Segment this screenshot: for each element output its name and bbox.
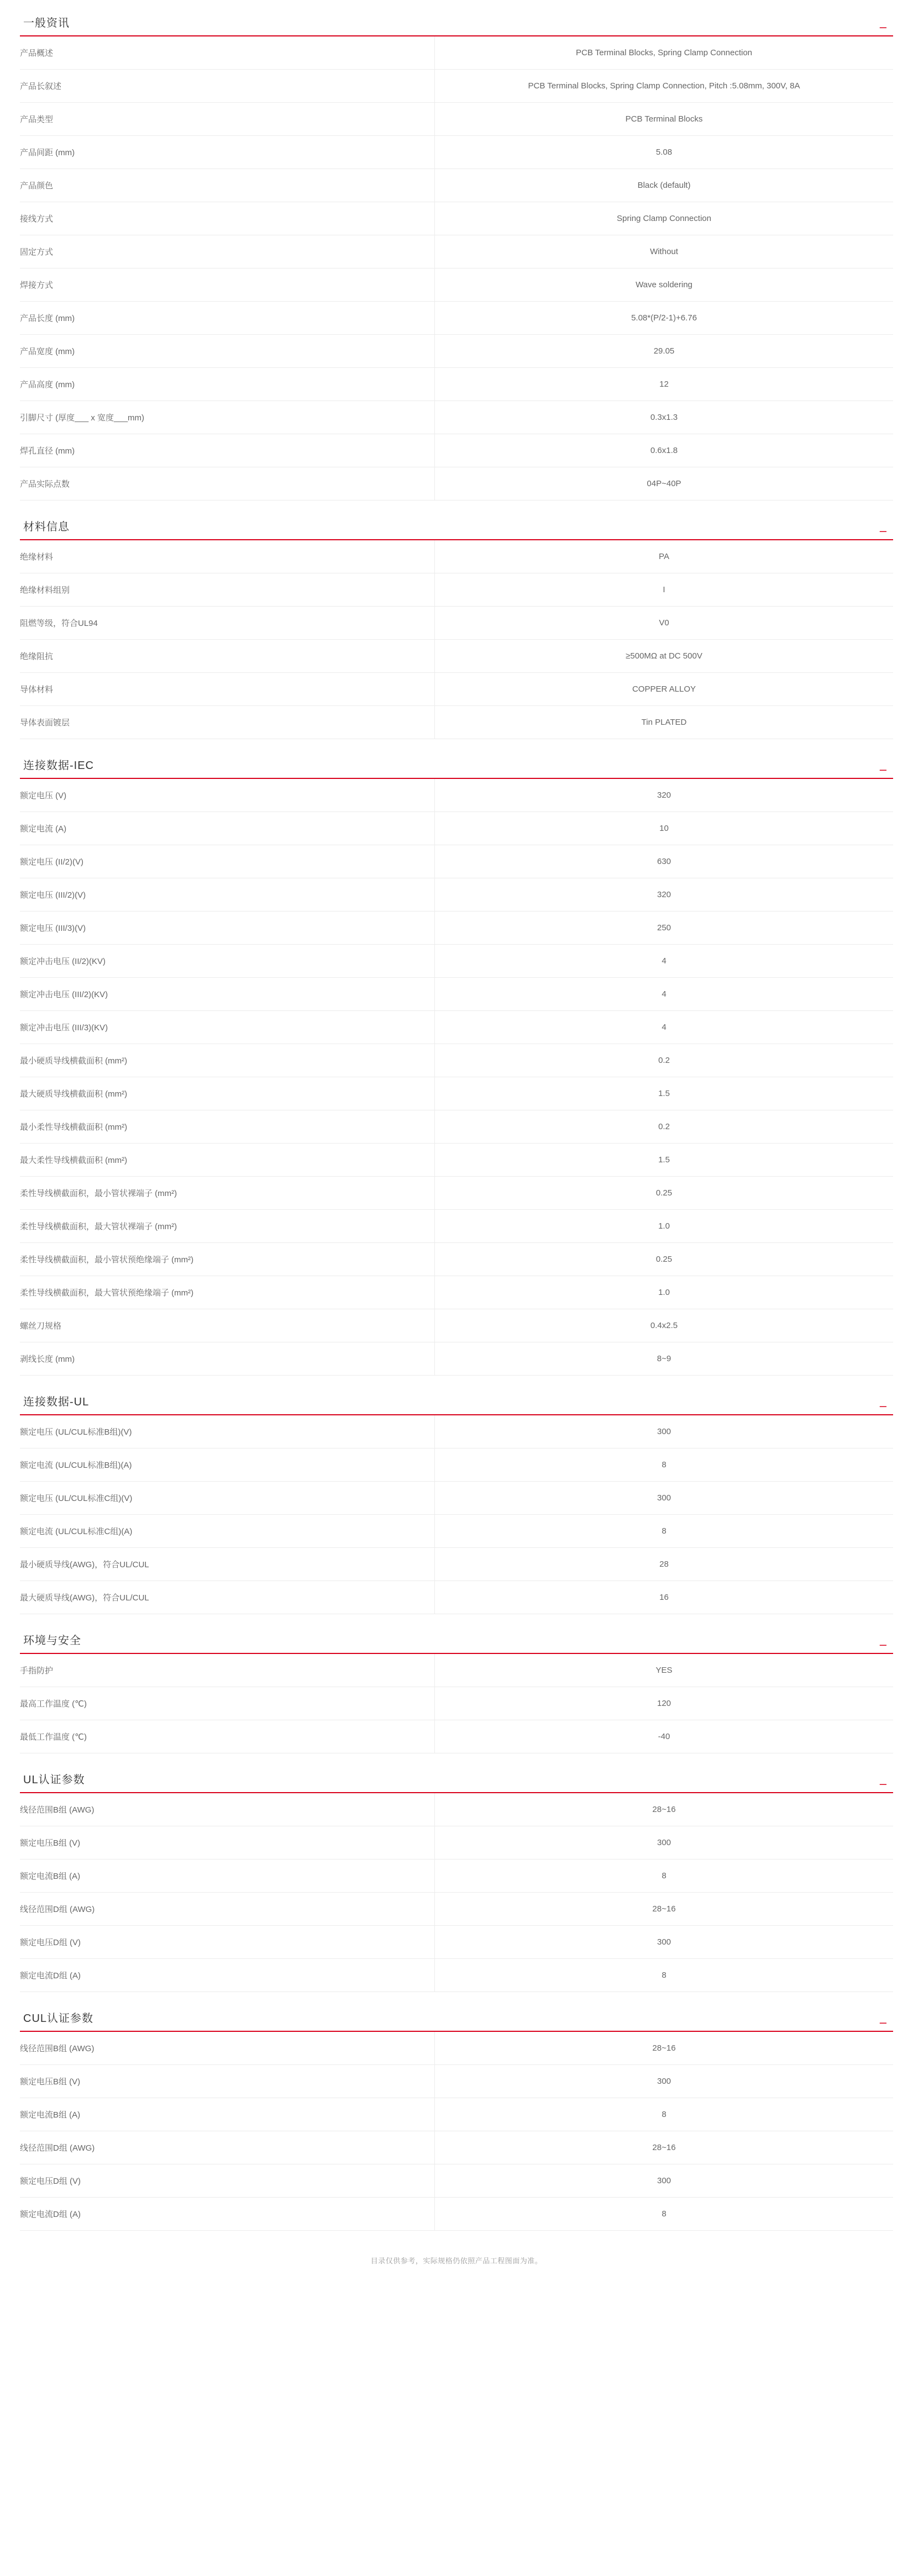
section-spacer: [20, 739, 893, 759]
spec-label: 额定电压 (III/2)(V): [20, 878, 435, 912]
section-title: 连接数据-IEC: [23, 760, 94, 772]
spec-value: 4: [662, 989, 667, 999]
table-row: [20, 640, 893, 673]
table-row: [20, 2065, 893, 2098]
spec-label: 线径范围D组 (AWG): [20, 1893, 435, 1926]
spec-value: I: [663, 585, 665, 594]
section-header-general-info[interactable]: [20, 17, 893, 36]
spec-label: 最大硬质导线(AWG)，符合UL/CUL: [20, 1581, 435, 1614]
spec-value: Wave soldering: [636, 280, 692, 289]
spec-table-material-info: [20, 540, 893, 739]
spec-value: 0.6x1.8: [650, 446, 678, 455]
spec-value: Tin PLATED: [641, 718, 687, 727]
table-row: [20, 2164, 893, 2198]
section-spacer: [20, 501, 893, 520]
table-row: [20, 302, 893, 335]
table-row: [20, 1548, 893, 1581]
spec-label: 最小硬质导线横截面积 (mm²): [20, 1044, 435, 1077]
spec-label: 绝缘材料组别: [20, 573, 435, 607]
spec-label: 绝缘材料: [20, 540, 435, 573]
table-row: [20, 169, 893, 202]
spec-label: 产品类型: [20, 103, 435, 136]
table-row: [20, 1893, 893, 1926]
footer-note: 目录仅供参考，实际规格仍依照产品工程图面为准。: [370, 2257, 543, 2265]
section-header-cul-certification-params[interactable]: [20, 2012, 893, 2032]
spec-label: 导体材料: [20, 673, 435, 706]
table-row: [20, 36, 893, 70]
spec-label: 产品长叙述: [20, 70, 435, 103]
spec-value: PCB Terminal Blocks: [625, 114, 703, 124]
spec-value: 5.08*(P/2-1)+6.76: [631, 313, 697, 323]
spec-label: 导体表面镀层: [20, 706, 435, 739]
spec-value: 0.2: [658, 1122, 670, 1131]
spec-label: 额定电压 (II/2)(V): [20, 845, 435, 878]
spec-label: 最大硬质导线横截面积 (mm²): [20, 1077, 435, 1110]
section-header-connection-data-iec[interactable]: [20, 759, 893, 779]
spec-value: ≥500MΩ at DC 500V: [626, 651, 702, 661]
spec-label: 固定方式: [20, 235, 435, 268]
spec-value: V0: [659, 618, 669, 628]
table-row: [20, 1482, 893, 1515]
section-title: CUL认证参数: [23, 2013, 94, 2025]
spec-label: 最大柔性导线横截面积 (mm²): [20, 1144, 435, 1177]
spec-label: 额定电流 (UL/CUL标准C组)(A): [20, 1515, 435, 1548]
section-spacer: [20, 1753, 893, 1773]
spec-value: 250: [657, 923, 671, 933]
spec-value: Without: [650, 247, 678, 256]
table-row: [20, 202, 893, 235]
spec-value: 300: [657, 1838, 671, 1847]
spec-label: 阻燃等级，符合UL94: [20, 607, 435, 640]
spec-table-environment-safety: [20, 1654, 893, 1753]
table-row: [20, 1959, 893, 1992]
spec-value: 4: [662, 1023, 667, 1032]
spec-value: 16: [659, 1593, 669, 1602]
spec-table-cul-certification-params: [20, 2032, 893, 2231]
spec-label: 最小硬质导线(AWG)，符合UL/CUL: [20, 1548, 435, 1581]
table-row: [20, 2098, 893, 2131]
table-row: [20, 1926, 893, 1959]
table-row: [20, 1309, 893, 1342]
section-spacer: [20, 1614, 893, 1634]
spec-label: 焊接方式: [20, 268, 435, 302]
spec-value: 300: [657, 2176, 671, 2185]
spec-label: 线径范围D组 (AWG): [20, 2131, 435, 2164]
sections-container: [20, 17, 893, 2231]
spec-label: 最小柔性导线横截面积 (mm²): [20, 1110, 435, 1144]
spec-label: 额定冲击电压 (II/2)(KV): [20, 945, 435, 978]
table-row: [20, 673, 893, 706]
table-row: [20, 1826, 893, 1859]
spec-label: 额定电流D组 (A): [20, 1959, 435, 1992]
spec-value: 28~16: [652, 2043, 676, 2053]
spec-value: 300: [657, 1937, 671, 1947]
spec-value: 0.25: [655, 1188, 673, 1198]
spec-label: 额定电压B组 (V): [20, 1826, 435, 1859]
spec-value: Black (default): [637, 181, 691, 190]
section-title: 材料信息: [23, 521, 70, 533]
spec-label: 引脚尺寸 (厚度___ x 宽度___mm): [20, 401, 435, 434]
spec-value: Spring Clamp Connection: [617, 214, 711, 223]
spec-value: 320: [657, 890, 671, 899]
section-spacer: [20, 1376, 893, 1395]
section-connection-data-ul: [20, 1395, 893, 1614]
spec-value: -40: [658, 1732, 670, 1741]
spec-label: 额定电压B组 (V): [20, 2065, 435, 2098]
section-connection-data-iec: [20, 759, 893, 1376]
spec-value: 320: [657, 791, 671, 800]
table-row: [20, 978, 893, 1011]
table-row: [20, 878, 893, 912]
spec-value: PCB Terminal Blocks, Spring Clamp Connection: [575, 48, 753, 57]
spec-value: 8: [662, 2110, 667, 2119]
table-row: [20, 1243, 893, 1276]
collapse-minus-icon[interactable]: –: [879, 524, 886, 538]
spec-label: 产品高度 (mm): [20, 368, 435, 401]
spec-label: 额定电压D组 (V): [20, 1926, 435, 1959]
spec-value: 5.08: [655, 147, 673, 157]
table-row: [20, 845, 893, 878]
table-row: [20, 1515, 893, 1548]
spec-value: 10: [659, 824, 669, 833]
table-row: [20, 912, 893, 945]
section-cul-certification-params: [20, 2012, 893, 2231]
spec-label: 柔性导线横截面积，最大管状预绝缘端子 (mm²): [20, 1276, 435, 1309]
spec-label: 额定电压D组 (V): [20, 2164, 435, 2198]
spec-value: 8: [662, 1871, 667, 1880]
table-row: [20, 136, 893, 169]
section-title: 一般资讯: [23, 17, 70, 29]
table-row: [20, 706, 893, 739]
spec-label: 产品颜色: [20, 169, 435, 202]
section-spacer: [20, 1992, 893, 2012]
spec-value: 28~16: [652, 1904, 676, 1914]
spec-label: 额定电压 (III/3)(V): [20, 912, 435, 945]
spec-value: 1.0: [658, 1288, 670, 1297]
spec-label: 额定电流D组 (A): [20, 2198, 435, 2231]
spec-value: 04P~40P: [647, 479, 681, 488]
spec-label: 额定电压 (UL/CUL标准B组)(V): [20, 1415, 435, 1448]
spec-value: 0.3x1.3: [650, 413, 678, 422]
table-row: [20, 1654, 893, 1687]
spec-label: 额定电流B组 (A): [20, 2098, 435, 2131]
spec-label: 柔性导线横截面积，最大管状裸端子 (mm²): [20, 1210, 435, 1243]
collapse-minus-icon[interactable]: –: [879, 20, 886, 34]
table-row: [20, 1276, 893, 1309]
spec-label: 产品间距 (mm): [20, 136, 435, 169]
spec-value: 1.5: [658, 1155, 670, 1165]
spec-label: 柔性导线横截面积，最小管状预绝缘端子 (mm²): [20, 1243, 435, 1276]
spec-value: 28: [659, 1560, 669, 1569]
collapse-minus-icon[interactable]: –: [879, 1637, 886, 1651]
spec-value: 4: [662, 956, 667, 966]
spec-label: 焊孔直径 (mm): [20, 434, 435, 467]
section-title: UL认证参数: [23, 1774, 85, 1786]
spec-value: 8: [662, 2209, 667, 2219]
spec-label: 额定冲击电压 (III/3)(KV): [20, 1011, 435, 1044]
spec-label: 产品概述: [20, 36, 435, 70]
section-material-info: [20, 520, 893, 739]
table-row: [20, 1687, 893, 1720]
spec-value: 300: [657, 2077, 671, 2086]
table-row: [20, 1077, 893, 1110]
spec-value: 1.5: [658, 1089, 670, 1098]
collapse-minus-icon[interactable]: –: [879, 2015, 886, 2029]
table-row: [20, 1859, 893, 1893]
table-row: [20, 1044, 893, 1077]
table-row: [20, 1448, 893, 1482]
spec-value: 300: [657, 1427, 671, 1436]
table-row: [20, 1011, 893, 1044]
spec-label: 产品长度 (mm): [20, 302, 435, 335]
table-row: [20, 467, 893, 501]
spec-value: 0.25: [655, 1255, 673, 1264]
spec-value: 28~16: [652, 2143, 676, 2152]
spec-label: 线径范围B组 (AWG): [20, 1793, 435, 1826]
spec-label: 柔性导线横截面积，最小管状裸端子 (mm²): [20, 1177, 435, 1210]
table-row: [20, 268, 893, 302]
spec-label: 额定电流B组 (A): [20, 1859, 435, 1893]
spec-label: 额定电流 (UL/CUL标准B组)(A): [20, 1448, 435, 1482]
spec-value: 630: [657, 857, 671, 866]
spec-value: 1.0: [658, 1221, 670, 1231]
table-row: [20, 335, 893, 368]
table-row: [20, 103, 893, 136]
table-row: [20, 1144, 893, 1177]
spec-value: 8: [662, 1971, 667, 1980]
table-row: [20, 607, 893, 640]
section-header-environment-safety[interactable]: [20, 1634, 893, 1654]
spec-value: COPPER ALLOY: [632, 684, 696, 694]
spec-value: 29.05: [653, 346, 675, 356]
spec-label: 螺丝刀规格: [20, 1309, 435, 1342]
spec-value: 300: [657, 1493, 671, 1503]
section-ul-certification-params: [20, 1773, 893, 1992]
table-row: [20, 812, 893, 845]
spec-table-ul-certification-params: [20, 1793, 893, 1992]
spec-label: 手指防护: [20, 1654, 435, 1687]
table-row: [20, 235, 893, 268]
spec-value: 28~16: [652, 1805, 676, 1814]
spec-table-connection-data-iec: [20, 779, 893, 1376]
spec-label: 接线方式: [20, 202, 435, 235]
spec-label: 额定电压 (V): [20, 779, 435, 812]
table-row: [20, 434, 893, 467]
table-row: [20, 2131, 893, 2164]
section-header-connection-data-ul[interactable]: [20, 1395, 893, 1415]
spec-value: 0.4x2.5: [650, 1321, 678, 1330]
spec-value: 8: [662, 1526, 667, 1536]
section-header-material-info[interactable]: [20, 520, 893, 540]
spec-label: 额定冲击电压 (III/2)(KV): [20, 978, 435, 1011]
table-row: [20, 2032, 893, 2065]
table-row: [20, 70, 893, 103]
table-row: [20, 779, 893, 812]
section-title: 环境与安全: [23, 1635, 81, 1647]
table-row: [20, 1342, 893, 1376]
table-row: [20, 1415, 893, 1448]
section-environment-safety: [20, 1634, 893, 1753]
spec-label: 绝缘阻抗: [20, 640, 435, 673]
table-row: [20, 1210, 893, 1243]
spec-label: 额定电流 (A): [20, 812, 435, 845]
table-row: [20, 945, 893, 978]
spec-label: 线径范围B组 (AWG): [20, 2032, 435, 2065]
spec-table-general-info: [20, 36, 893, 501]
table-row: [20, 1793, 893, 1826]
spec-value: PCB Terminal Blocks, Spring Clamp Connection, Pitch :5.08mm, 300V, 8A: [528, 81, 800, 91]
table-row: [20, 1177, 893, 1210]
section-title: 连接数据-UL: [23, 1396, 90, 1408]
table-row: [20, 1581, 893, 1614]
spec-value: YES: [655, 1666, 673, 1675]
spec-value: 0.2: [658, 1056, 670, 1065]
table-row: [20, 368, 893, 401]
spec-value: 12: [659, 380, 669, 389]
table-row: [20, 1720, 893, 1753]
collapse-minus-icon[interactable]: –: [879, 762, 886, 776]
spec-label: 最高工作温度 (℃): [20, 1687, 435, 1720]
section-general-info: [20, 17, 893, 501]
spec-value: 8~9: [657, 1354, 671, 1363]
table-row: [20, 401, 893, 434]
table-row: [20, 2198, 893, 2231]
table-row: [20, 573, 893, 607]
spec-label: 最低工作温度 (℃): [20, 1720, 435, 1753]
spec-table-connection-data-ul: [20, 1415, 893, 1614]
section-header-ul-certification-params[interactable]: [20, 1773, 893, 1793]
table-row: [20, 540, 893, 573]
spec-value: PA: [659, 552, 669, 561]
collapse-minus-icon[interactable]: –: [879, 1399, 886, 1413]
spec-value: 120: [657, 1699, 671, 1708]
spec-label: 产品宽度 (mm): [20, 335, 435, 368]
spec-label: 额定电压 (UL/CUL标准C组)(V): [20, 1482, 435, 1515]
spec-value: 8: [662, 1460, 667, 1469]
collapse-minus-icon[interactable]: –: [879, 1777, 886, 1790]
spec-label: 剥线长度 (mm): [20, 1342, 435, 1376]
table-row: [20, 1110, 893, 1144]
spec-label: 产品实际点数: [20, 467, 435, 501]
